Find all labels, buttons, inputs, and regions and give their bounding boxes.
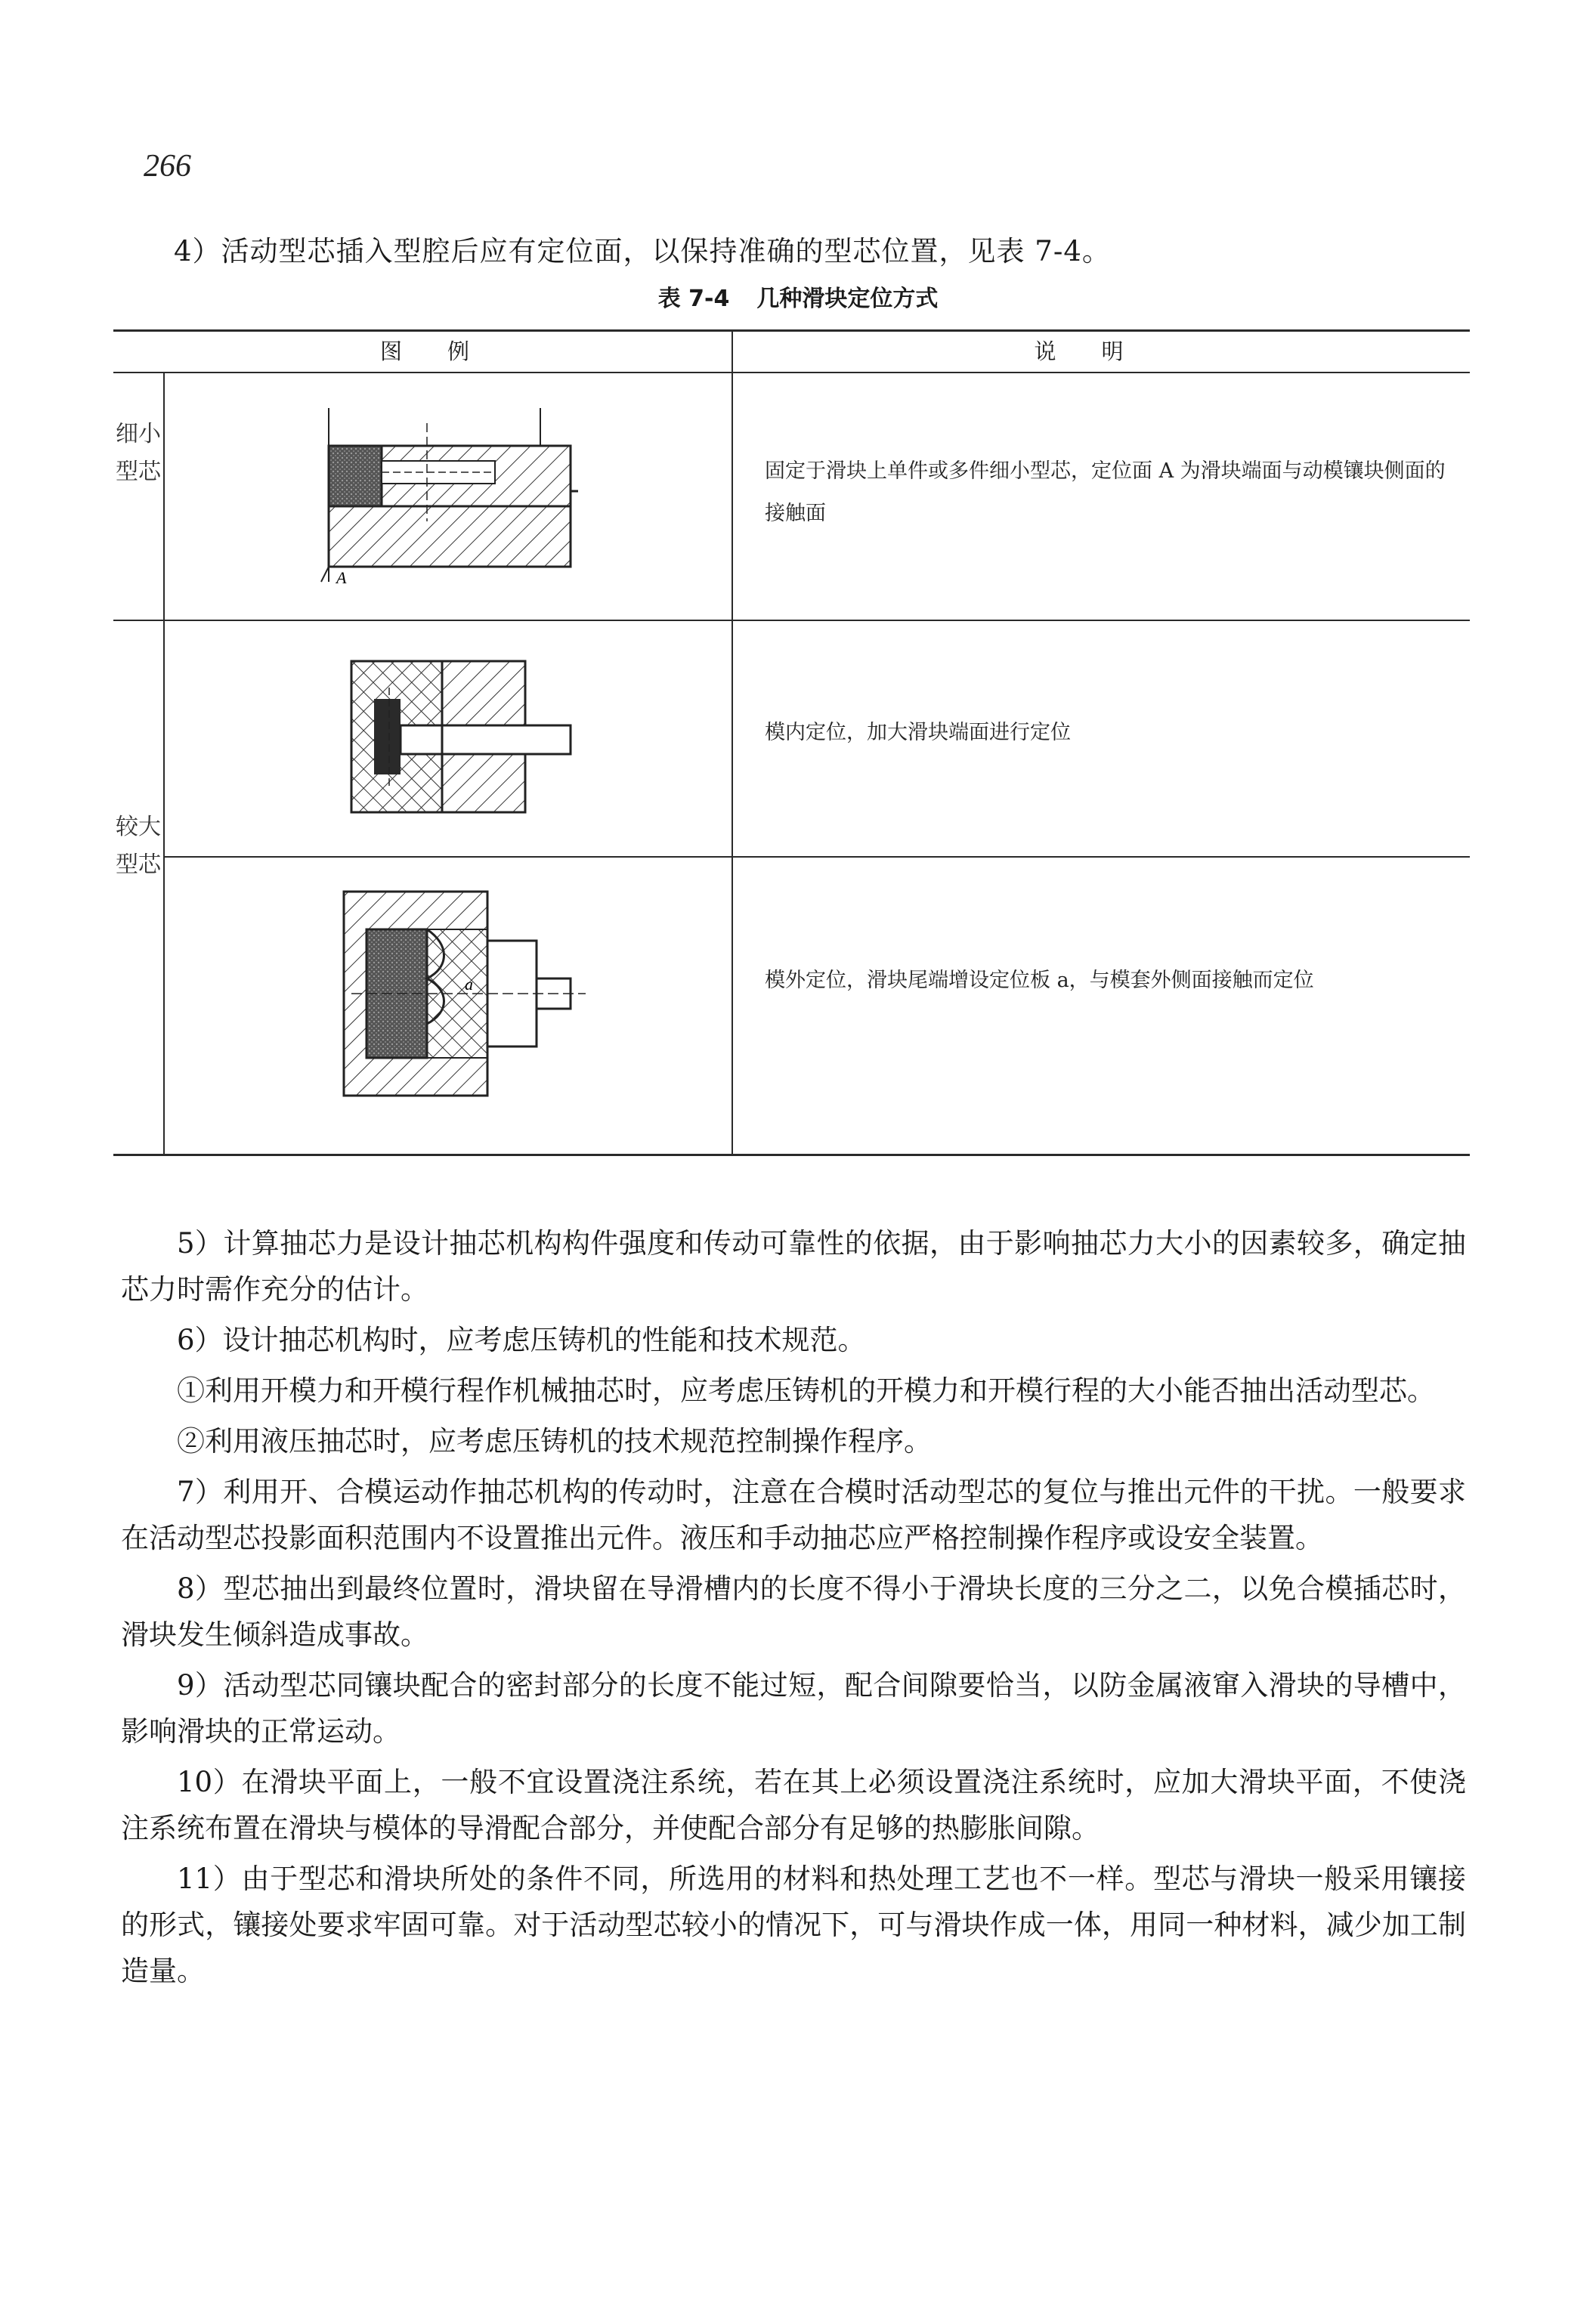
table-top-rule (113, 329, 1470, 332)
figure-large-core-in-mold (344, 654, 578, 820)
paragraph-10: 10）在滑块平面上，一般不宜设置浇注系统，若在其上必须设置浇注系统时，应加大滑块平面，不使浇注系统布置在滑块与模体的导滑配合部分，并使配合部分有足够的热膨胀间隙。 (121, 1766, 1466, 1844)
table-title (0, 280, 1596, 313)
paragraph-6-2: ②利用液压抽芯时，应考虑压铸机的技术规范控制操作程序。 (177, 1425, 932, 1458)
column-divider-label (163, 372, 165, 1154)
paragraph-6-1: ①利用开模力和开模行程作机械抽芯时，应考虑压铸机的开模力和开模行程的大小能否抽出活动型芯。 (177, 1374, 1435, 1407)
paragraph-8: 8）型芯抽出到最终位置时，滑块留在导滑槽内的长度不得小于滑块长度的三分之二，以免合模插芯时，滑块发生倾斜造成事故。 (121, 1572, 1466, 1651)
figure-label-A: A (336, 568, 347, 587)
row-2-description: 模内定位，加大滑块端面进行定位 (765, 721, 1071, 744)
header-description: 说明 (1034, 339, 1169, 364)
row-divider-1 (113, 620, 1470, 621)
table-label: 表 7-4 (657, 286, 730, 312)
table-bottom-rule (113, 1154, 1470, 1156)
intro-paragraph: 4）活动型芯插入型腔后应有定位面，以保持准确的型芯位置，见表 7-4。 (174, 235, 1111, 267)
row-1-description: 固定于滑块上单件或多件细小型芯，定位面 A 为滑块端面与动模镶块侧面的接触面 (765, 459, 1446, 525)
figure-label-a: a (465, 975, 473, 994)
header-figure: 图例 (379, 339, 515, 364)
paragraph-9: 9）活动型芯同镶块配合的密封部分的长度不能过短，配合间隙要恰当，以防金属液窜入滑块的导槽中，影响滑块的正常运动。 (121, 1669, 1466, 1748)
paragraph-7: 7）利用开、合模运动作抽芯机构的传动时，注意在合模时活动型芯的复位与推出元件的干扰。一般要求在活动型芯投影面积范围内不设置推出元件。液压和手动抽芯应严格控制操作程序或设安全装置。 (121, 1476, 1466, 1554)
table-caption: 几种滑块定位方式 (756, 286, 939, 312)
row-divider-2 (163, 856, 1470, 858)
paragraph-6: 6）设计抽芯机构时，应考虑压铸机的性能和技术规范。 (177, 1324, 866, 1356)
group-label-small: 细小型芯 (116, 421, 161, 485)
body-text (121, 1220, 1466, 1999)
figure-large-core-out-mold (336, 884, 593, 1103)
paragraph-11: 11）由于型芯和滑块所处的条件不同，所选用的材料和热处理工艺也不一样。型芯与滑块一般采用镶接的形式，镶接处要求牢固可靠。对于活动型芯较小的情况下，可与滑块作成一体，用同一种材料，减少加工制造量。 (121, 1863, 1466, 1987)
page-number: 266 (144, 149, 191, 184)
paragraph-5: 5）计算抽芯力是设计抽芯机构构件强度和传动可靠性的依据，由于影响抽芯力大小的因素较多，确定抽芯力时需作充分的估计。 (121, 1227, 1466, 1306)
row-3-description: 模外定位，滑块尾端增设定位板 a，与模套外侧面接触而定位 (765, 969, 1314, 992)
table-header-rule (113, 372, 1470, 373)
figure-small-core (314, 393, 578, 589)
group-label-large: 较大型芯 (116, 814, 161, 878)
column-divider-desc (732, 329, 733, 1154)
